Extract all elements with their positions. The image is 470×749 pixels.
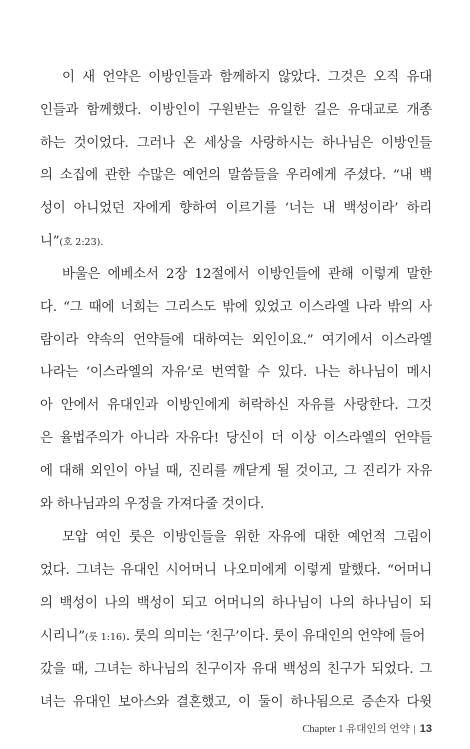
text-line: 녀는 유대인 보아스와 결혼했고, 이 둘이 하나됨으로 증손자 다윗 <box>40 695 432 710</box>
text-line: 아 안에서 유대인과 이방인에게 허락하신 자유를 사랑한다. 그것 <box>40 398 432 413</box>
footer-separator: | <box>413 724 416 735</box>
text-line: 인들과 함께했다. 이방인이 구원받는 유일한 길은 유대교로 개종 <box>40 103 432 118</box>
text-line: 이 새 언약은 이방인들과 함께하지 않았다. 그것은 오직 유대 <box>62 70 432 85</box>
text-line: 갔을 때, 그녀는 하나님의 친구이자 유대 백성의 친구가 되었다. 그 <box>40 662 432 677</box>
text-line <box>40 627 432 648</box>
text-line: 하는 것이었다. 그러나 온 세상을 사랑하시는 하나님은 이방인들 <box>40 136 432 151</box>
text-line: 람이라 약속의 언약들에 대하여는 외인이요.” 여기에서 이스라엘 <box>40 333 432 348</box>
text-line: 다. “그 때에 너희는 그리스도 밖에 있었고 이스라엘 나라 밖의 사 <box>40 300 432 315</box>
text-line: 모압 여인 룻은 이방인들을 위한 자유에 대한 예언적 그림이 <box>62 530 432 545</box>
text-line: 었다. 그녀는 유대인 시어머니 나오미에게 이렇게 말했다. “어머니 <box>40 563 432 578</box>
text-continuation: . 룻의 의미는 ‘친구’이다. 룻이 유대인의 언약에 들어 <box>125 629 426 644</box>
text-line: 와 하나님과의 우정을 가져다줄 것이다. <box>40 497 265 512</box>
scripture-reference: (호 2:23). <box>59 237 104 248</box>
scripture-reference: (룻 1:16) <box>84 632 126 643</box>
page-footer <box>302 722 432 737</box>
quote-end: 니” <box>40 234 60 249</box>
text-line: 의 소집에 관한 수많은 예언의 말씀들을 우리에게 주셨다. “내 백 <box>40 168 432 183</box>
text-line: 은 율법주의가 아니라 자유다! 당신이 더 이상 이스라엘의 언약들 <box>40 431 432 446</box>
text-line: 나라는 ‘이스라엘의 자유’로 번역할 수 있다. 나는 하나님이 메시 <box>40 365 432 380</box>
text-line: 바울은 에베소서 2장 12절에서 이방인들에 관해 이렇게 말한 <box>62 267 432 282</box>
text-line <box>40 232 432 253</box>
text-line: 의 백성이 나의 백성이 되고 어머니의 하나님이 나의 하나님이 되 <box>40 596 432 611</box>
text-line: 성이 아니었던 자에게 향하여 이르기를 ‘너는 내 백성이라’ 하리 <box>40 201 432 216</box>
quote-end: 시리니” <box>40 629 85 644</box>
page-number: 13 <box>419 723 432 735</box>
chapter-title: Chapter 1 유대인의 언약 <box>302 724 410 735</box>
text-line: 에 대해 외인이 아닐 때, 진리를 깨닫게 될 것이고, 그 진리가 자유 <box>40 464 432 479</box>
